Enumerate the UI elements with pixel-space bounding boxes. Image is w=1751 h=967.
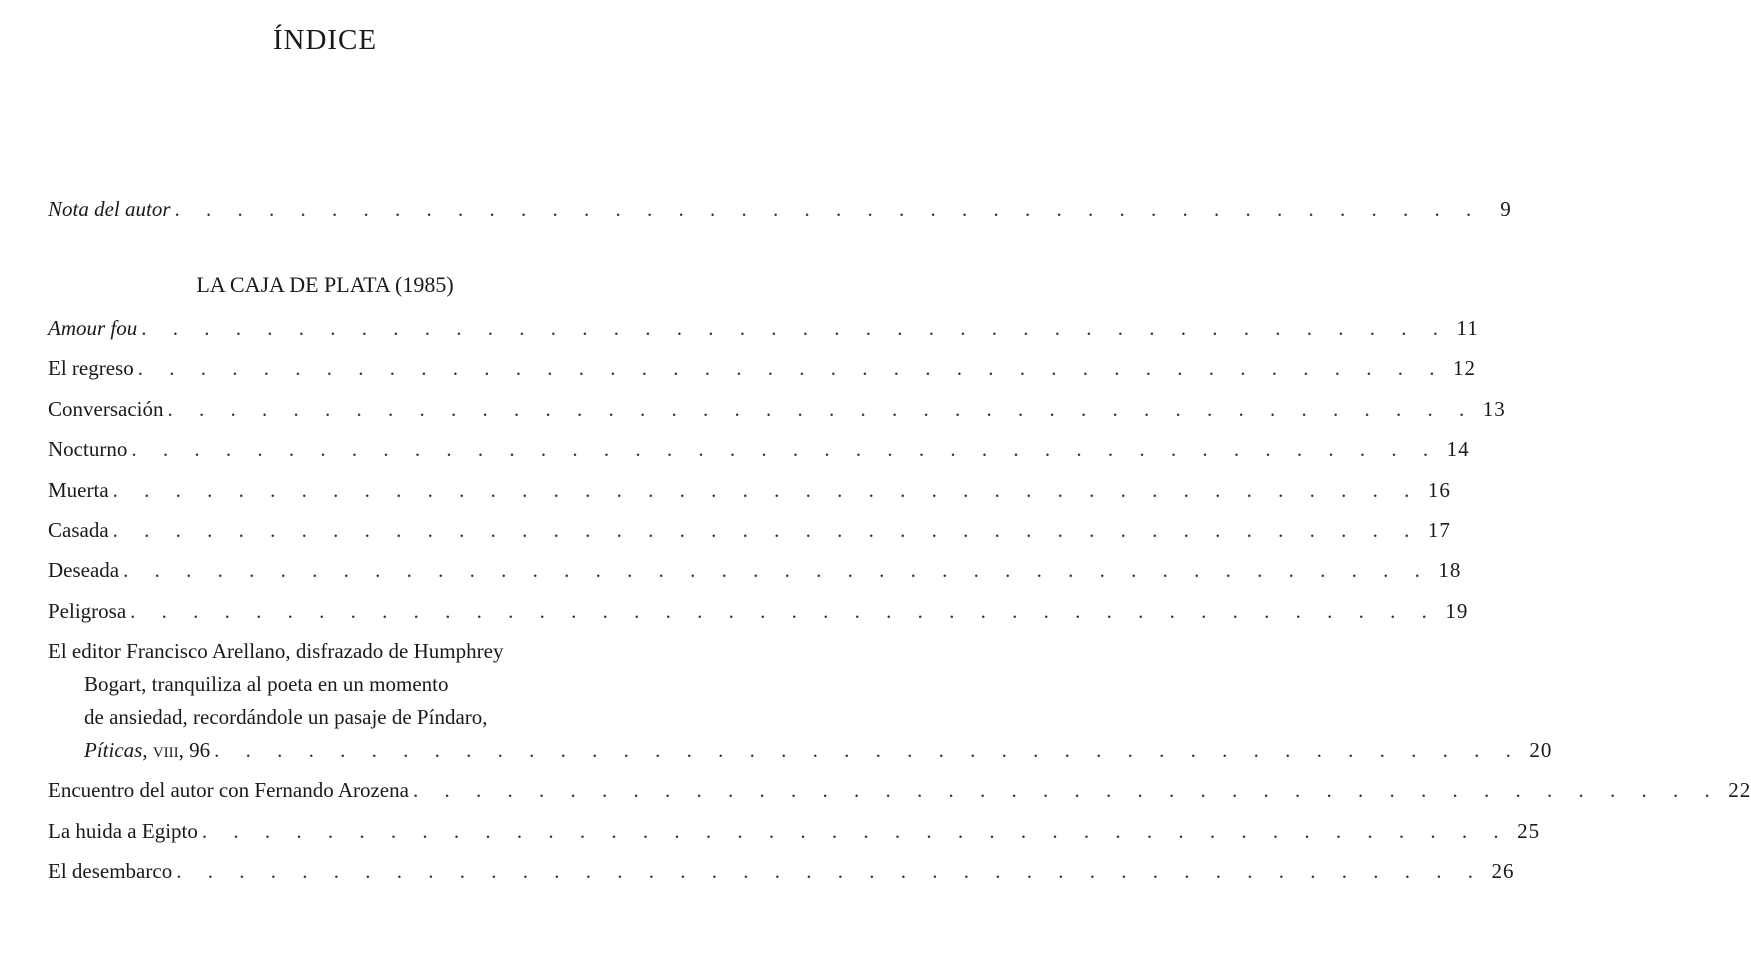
- dot-leader: . . . . . . . . . . . . . . . . . . . . . . . . . . . . . . . . . . . . . . . . . .: [201, 819, 1510, 843]
- dot-leader: . . . . . . . . . . . . . . . . . . . . . . . . . . . . . . . . . . . . . . . . . .: [137, 356, 1445, 380]
- dot-leader: . . . . . . . . . . . . . . . . . . . . . . . . . . . . . . . . . . . . . . . . . .: [123, 558, 1431, 582]
- toc-page-number: 14: [1446, 437, 1470, 461]
- toc-entry[interactable]: [48, 514, 1451, 547]
- toc-entry-title: Nocturno: [48, 437, 128, 461]
- toc-entry-line: de ansiedad, recordándole un pasaje de Píndaro,: [84, 705, 488, 729]
- toc-page-number: 12: [1452, 356, 1476, 380]
- toc-entry[interactable]: [48, 815, 1541, 848]
- toc-entry-title: Peligrosa: [48, 599, 127, 623]
- toc-page-number: 13: [1482, 397, 1506, 421]
- dot-leader: . . . . . . . . . . . . . . . . . . . . . . . . . . . . . . . . . . . . . . . . . .: [174, 197, 1482, 221]
- toc-entry-title: El regreso: [48, 356, 134, 380]
- dot-leader: . . . . . . . . . . . . . . . . . . . . . . . . . . . . . . . . . . . . . . . . . .: [176, 859, 1484, 883]
- toc-entry-title: Conversación: [48, 397, 164, 421]
- toc-page-number: 26: [1491, 859, 1515, 883]
- toc-entry[interactable]: [48, 855, 1515, 888]
- toc-entry-title: Casada: [48, 518, 109, 542]
- dot-leader: . . . . . . . . . . . . . . . . . . . . . . . . . . . . . . . . . . . . . . . . . .: [214, 738, 1522, 762]
- dot-leader: . . . . . . . . . . . . . . . . . . . . . . . . . . . . . . . . . . . . . . . . . .: [412, 778, 1721, 802]
- toc-page-number: 22: [1728, 778, 1751, 802]
- work-title: Píticas: [84, 738, 143, 762]
- toc-entry-title: Amour fou: [48, 316, 138, 340]
- toc-entry[interactable]: [48, 393, 1506, 426]
- toc-entry[interactable]: [48, 595, 1469, 628]
- section-title: LA CAJA DE PLATA (1985): [196, 272, 454, 297]
- toc-entry[interactable]: [48, 554, 1462, 587]
- toc-page-number: 11: [1456, 316, 1479, 340]
- toc-entry-title: Encuentro del autor con Fernando Arozena: [48, 778, 409, 802]
- toc-entry-title: Muerta: [48, 478, 109, 502]
- toc-entry[interactable]: [48, 352, 1476, 385]
- toc-page-number: 16: [1427, 478, 1451, 502]
- toc-page-number: 9: [1500, 197, 1512, 221]
- page-title: ÍNDICE: [272, 24, 378, 56]
- roman-numeral: viii: [152, 738, 179, 762]
- toc-entry-title: Deseada: [48, 558, 120, 582]
- verse-number: , 96: [178, 738, 211, 762]
- toc-entry[interactable]: [48, 774, 1751, 807]
- dot-leader: . . . . . . . . . . . . . . . . . . . . . . . . . . . . . . . . . . . . . . . . . .: [131, 437, 1439, 461]
- dot-leader: . . . . . . . . . . . . . . . . . . . . . . . . . . . . . . . . . . . . . . . . . .: [167, 397, 1475, 421]
- toc-page-number: 19: [1445, 599, 1469, 623]
- toc-entry-nota-del-autor[interactable]: [48, 193, 1512, 226]
- toc-entry-title: El desembarco: [48, 859, 173, 883]
- dot-leader: . . . . . . . . . . . . . . . . . . . . . . . . . . . . . . . . . . . . . . . . . .: [112, 518, 1420, 542]
- toc-entry[interactable]: [48, 474, 1451, 507]
- toc-page-number: 25: [1517, 819, 1541, 843]
- toc-entry-long[interactable]: [48, 635, 1553, 767]
- dot-leader: . . . . . . . . . . . . . . . . . . . . . . . . . . . . . . . . . . . . . . . . . .: [141, 316, 1449, 340]
- toc-page-number: 17: [1427, 518, 1451, 542]
- toc-page-number: 20: [1529, 738, 1553, 762]
- toc-entry-title: Nota del autor: [48, 197, 171, 221]
- toc-entry-title: Píticas, viii, 96: [84, 738, 211, 762]
- toc-entry-line: El editor Francisco Arellano, disfrazado de Humphrey: [48, 639, 504, 663]
- dot-leader: . . . . . . . . . . . . . . . . . . . . . . . . . . . . . . . . . . . . . . . . . .: [112, 478, 1420, 502]
- toc-entry-title: La huida a Egipto: [48, 819, 198, 843]
- toc-entry-last-line: [48, 734, 1553, 767]
- dot-leader: . . . . . . . . . . . . . . . . . . . . . . . . . . . . . . . . . . . . . . . . . .: [130, 599, 1438, 623]
- toc-entry[interactable]: [48, 433, 1470, 466]
- toc-entry[interactable]: [48, 312, 1479, 345]
- toc-page-number: 18: [1438, 558, 1462, 582]
- toc-entry-line: Bogart, tranquiliza al poeta en un momento: [84, 672, 449, 696]
